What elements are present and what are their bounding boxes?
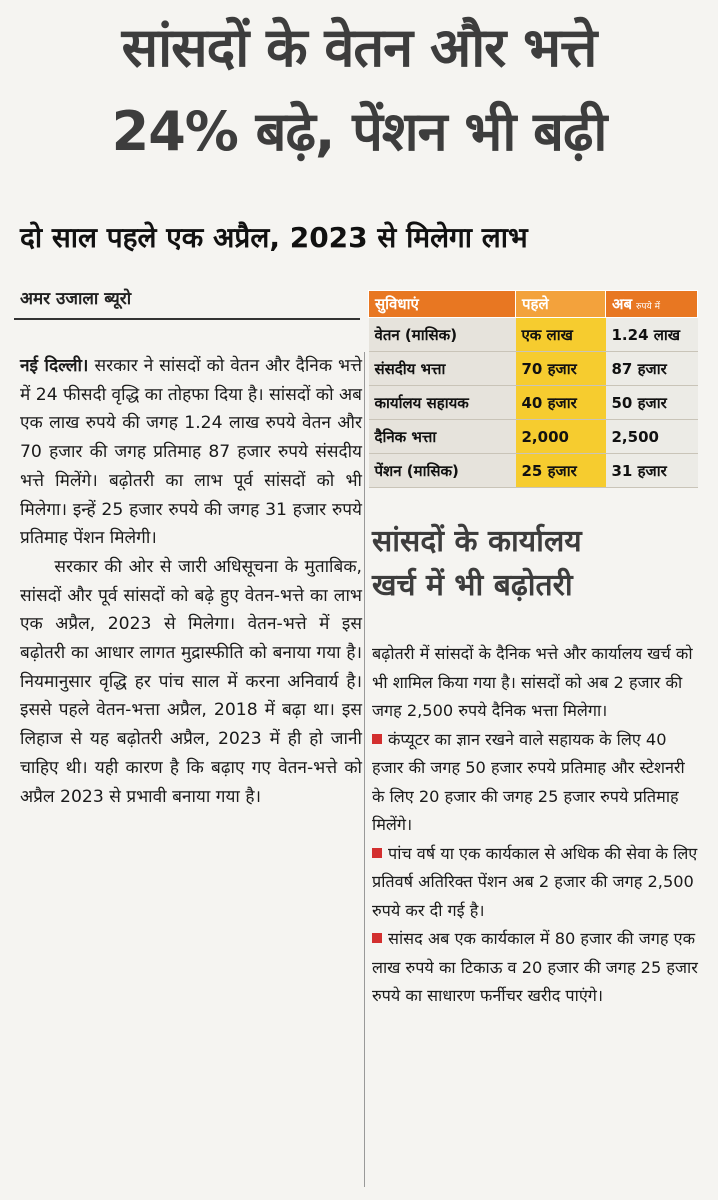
red-square-bullet-icon xyxy=(372,734,382,744)
bullet-text: सांसद अब एक कार्यकाल में 80 हजार की जगह एक लाख रुपये का टिकाऊ व 20 हजार की जगह 25 हजार रुपये का साधारण फर्नीचर खरीद पाएंगे। xyxy=(372,929,698,1005)
red-square-bullet-icon xyxy=(372,933,382,943)
table-unit-note: रुपये में xyxy=(636,302,660,312)
byline-divider xyxy=(14,318,360,320)
table-cell: 70 हजार xyxy=(516,352,606,386)
table-row xyxy=(369,352,698,386)
bullet-item xyxy=(372,726,702,840)
table-cell: 31 हजार xyxy=(606,454,698,488)
table-row xyxy=(369,454,698,488)
table-cell: एक लाख xyxy=(516,318,606,352)
subheadline: दो साल पहले एक अप्रैल, 2023 से मिलेगा लाभ xyxy=(20,221,528,254)
comparison-table xyxy=(368,290,698,488)
side-article-heading xyxy=(372,520,702,608)
dateline: नई दिल्ली। xyxy=(20,356,89,376)
main-article-para-2: सरकार की ओर से जारी अधिसूचना के मुताबिक, सांसदों और पूर्व सांसदों को बढ़े हुए वेतन-भत्ते का लाभ एक अप्रैल, 2023 से मिलेगा। वेतन-भत्ते में इस बढ़ोतरी का आधार लागत मुद्रास्फीति को बनाया गया है। नियमानुसार वृद्धि हर पांच साल में करना अनिवार्य है। इससे पहले वेतन-भत्ता अप्रैल, 2018 में बढ़ा था। इस लिहाज से यह बढ़ोतरी अप्रैल, 2023 में ही हो जानी चाहिए थी। यही कारण है कि बढ़ाए गए वेतन-भत्ते को अप्रैल 2023 से प्रभावी बनाया गया है। xyxy=(20,556,362,807)
table-cell: 2,000 xyxy=(516,420,606,454)
table-cell: 25 हजार xyxy=(516,454,606,488)
table-row xyxy=(369,420,698,454)
table-cell: 2,500 xyxy=(606,420,698,454)
table-cell: दैनिक भत्ता xyxy=(369,420,516,454)
table-row xyxy=(369,318,698,352)
headline-line-1: सांसदों के वेतन और भत्ते xyxy=(121,16,597,79)
headline-line-2: 24% बढ़े, पेंशन भी बढ़ी xyxy=(111,100,607,163)
table-cell: 1.24 लाख xyxy=(606,318,698,352)
table-header-facilities: सुविधाएं xyxy=(369,291,516,318)
bullet-text: कंप्यूटर का ज्ञान रखने वाले सहायक के लिए 40 हजार की जगह 50 हजार रुपये प्रतिमाह और स्टेशनरी के लिए 20 हजार की जगह 25 हजार रुपये प्रतिमाह मिलेंगे। xyxy=(372,729,685,834)
bullet-item xyxy=(372,925,702,1011)
side-article xyxy=(372,640,702,1011)
column-divider xyxy=(364,352,365,1187)
table-cell: पेंशन (मासिक) xyxy=(369,454,516,488)
main-article xyxy=(20,352,362,811)
table-row xyxy=(369,386,698,420)
side-heading-line-2: खर्च में भी बढ़ोतरी xyxy=(372,568,573,603)
bullet-text: पांच वर्ष या एक कार्यकाल से अधिक की सेवा के लिए प्रतिवर्ष अतिरिक्त पेंशन अब 2 हजार की जगह 2,500 रुपये कर दी गई है। xyxy=(372,843,698,920)
table-cell: कार्यालय सहायक xyxy=(369,386,516,420)
byline: अमर उजाला ब्यूरो xyxy=(20,289,132,309)
table-header-before: पहले xyxy=(516,291,606,318)
table-cell: वेतन (मासिक) xyxy=(369,318,516,352)
table-header-now xyxy=(606,291,698,318)
red-square-bullet-icon xyxy=(372,848,382,858)
side-article-intro: बढ़ोतरी में सांसदों के दैनिक भत्ते और कार्यालय खर्च को भी शामिल किया गया है। सांसदों को अब 2 हजार की जगह 2,500 रुपये दैनिक भत्ता मिलेगा। xyxy=(372,644,693,720)
main-article-para-1-text: सरकार ने सांसदों को वेतन और दैनिक भत्ते में 24 फीसदी वृद्धि का तोहफा दिया है। सांसदों को अब एक लाख रुपये की जगह 1.24 लाख रुपये वेतन और 70 हजार की जगह प्रतिमाह 87 हजार रुपये संसदीय भत्ते मिलेंगे। बढ़ोतरी का लाभ पूर्व सांसदों को भी मिलेगा। इन्हें 25 हजार रुपये की जगह 31 हजार रुपये प्रतिमाह पेंशन मिलेगी। xyxy=(20,356,362,549)
table-cell: 87 हजार xyxy=(606,352,698,386)
main-article-para-1 xyxy=(20,352,362,553)
table-cell: संसदीय भत्ता xyxy=(369,352,516,386)
headline xyxy=(0,6,718,174)
bullet-item xyxy=(372,840,702,926)
table-cell: 50 हजार xyxy=(606,386,698,420)
table-header-row xyxy=(369,291,698,318)
side-heading-line-1: सांसदों के कार्यालय xyxy=(372,524,582,559)
table-header-now-label: अब xyxy=(612,295,633,313)
table-cell: 40 हजार xyxy=(516,386,606,420)
